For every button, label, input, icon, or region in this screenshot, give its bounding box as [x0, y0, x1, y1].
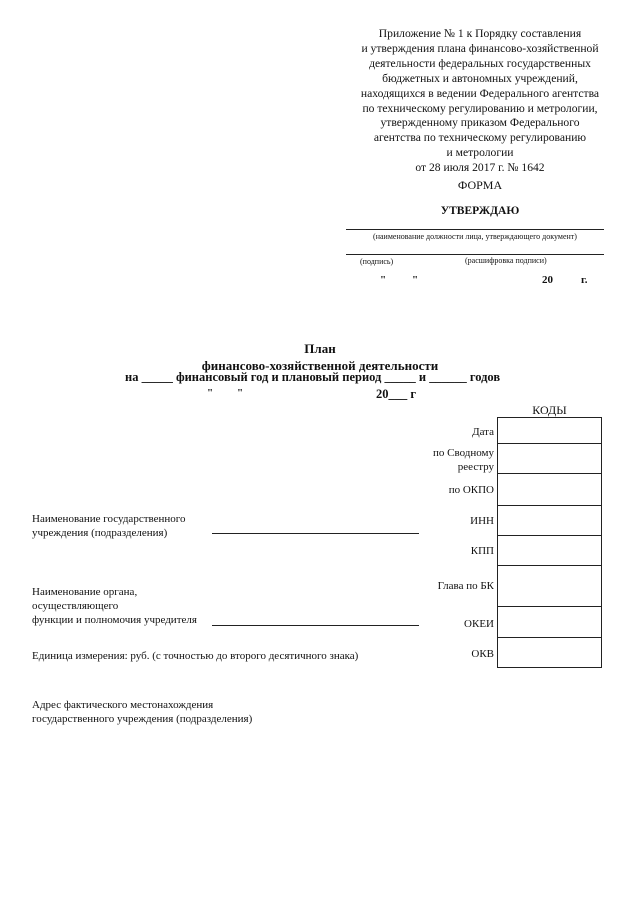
plan-quote-open: "	[207, 387, 214, 399]
authority-line2: осуществляющего	[32, 600, 119, 612]
institution-name-label	[32, 512, 186, 540]
plan-period: на _____ финансовый год и плановый период _____ и ______ годов	[125, 370, 501, 384]
codes-divider	[497, 637, 601, 638]
code-label-date: Дата	[472, 426, 494, 438]
plan-title-line1: План	[304, 341, 336, 356]
institution-name-line2: учреждения (подразделения)	[32, 527, 168, 539]
codes-divider	[497, 473, 601, 474]
appendix-header	[330, 27, 630, 176]
code-label-inn: ИНН	[470, 515, 494, 527]
appendix-line: от 28 июля 2017 г. № 1642	[415, 161, 545, 175]
address-line1: Адрес фактического местонахождения	[32, 699, 214, 711]
unit-label: Единица измерения: руб. (с точностью до второго десятичного знака)	[32, 650, 359, 662]
appendix-line: Приложение № 1 к Порядку составления	[378, 27, 582, 40]
codes-header: КОДЫ	[532, 403, 567, 417]
plan-title-line2: финансово-хозяйственной деятельности	[201, 358, 439, 373]
codes-divider	[497, 565, 601, 566]
approval-quote-close: "	[412, 274, 419, 286]
approval-year-suffix: г.	[581, 274, 588, 286]
plan-year: 20___ г	[376, 387, 417, 401]
appendix-line: деятельности федеральных государственных	[369, 56, 591, 70]
appendix-line: находящихся в ведении Федерального агентства	[360, 86, 600, 100]
authority-field[interactable]	[212, 625, 419, 626]
authority-line3: функции и полномочия учредителя	[32, 614, 197, 626]
address-label	[32, 698, 252, 726]
form-label: ФОРМА	[457, 178, 503, 192]
authority-label	[32, 585, 197, 627]
code-label-okei: ОКЕИ	[464, 618, 494, 630]
code-label-okpo: по ОКПО	[448, 484, 494, 496]
appendix-line: агентства по техническому регулированию	[373, 131, 587, 145]
appendix-line: и утверждения плана финансово-хозяйственной	[361, 41, 599, 55]
approval-year: 20	[542, 274, 553, 286]
signature-caption: (подпись)	[360, 257, 394, 266]
plan-quote-close: "	[237, 387, 244, 399]
institution-name-field[interactable]	[212, 533, 419, 534]
appendix-line: утвержденному приказом Федерального	[380, 116, 580, 130]
appendix-line: и метрологии	[446, 146, 514, 160]
position-caption: (наименование должности лица, утверждающего документ)	[373, 232, 577, 241]
appendix-line: по техническому регулированию и метрологии,	[362, 101, 598, 115]
code-label-okv: ОКВ	[471, 648, 494, 660]
code-label-registry: по Сводному реестру	[432, 447, 494, 473]
position-line	[346, 229, 604, 230]
authority-line1: Наименование органа,	[32, 586, 138, 598]
approval-quote-open: "	[380, 274, 387, 286]
codes-divider	[497, 535, 601, 536]
address-line2: государственного учреждения (подразделения)	[32, 713, 253, 725]
code-label-kpp: КПП	[470, 545, 494, 557]
codes-divider	[497, 606, 601, 607]
institution-name-line1: Наименование государственного	[32, 513, 186, 525]
codes-divider	[497, 505, 601, 506]
signature-line	[346, 254, 604, 255]
appendix-line: бюджетных и автономных учреждений,	[382, 71, 578, 85]
decoding-caption: (расшифровка подписи)	[465, 256, 547, 265]
code-label-bk: Глава по БК	[437, 580, 494, 592]
codes-divider	[497, 443, 601, 444]
approval-title: УТВЕРЖДАЮ	[440, 205, 520, 217]
plan-title	[0, 340, 640, 374]
codes-table	[497, 417, 602, 668]
